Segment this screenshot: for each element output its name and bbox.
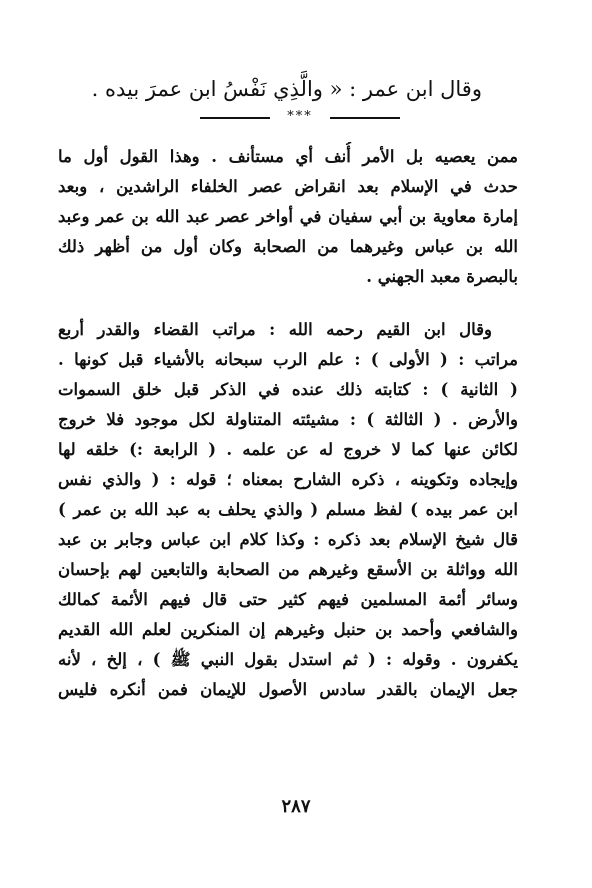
text-line: الله وواثلة بن الأسقع وغيرهم من الصحابة والتابعين لهم بإحسان (58, 560, 518, 579)
paragraph-1 (58, 142, 518, 292)
text-line: حدث في الإسلام بعد انقراض عصر الخلفاء الراشدين ، وبعد (58, 177, 518, 196)
header-line (80, 72, 482, 106)
text-line: إمارة معاوية بن أبي سفيان في أواخر عصر عبد الله بن عمر وعبد (58, 207, 518, 226)
text-line: جعل الإيمان بالقدر سادس الأصول للإيمان فمن أنكره فليس (58, 680, 518, 699)
text-line: بالبصرة معبد الجهني . (366, 267, 518, 286)
text-line: قال شيخ الإسلام بعد ذكره : وكذا كلام ابن عباس وجابر بن عبد (58, 530, 518, 549)
divider-stars: *** (270, 107, 330, 127)
paragraph-2 (58, 315, 518, 705)
text-line: لكائن عنها كما لا خروج له عن علمه . ( الرابعة :) خلقه لها (58, 440, 518, 459)
text-line: يكفرون . وقوله : ( ثم استدل بقول النبي ﷺ ) ، إلخ ، لأنه (58, 650, 518, 669)
text-line: ابن عمر بيده ) لفظ مسلم ( والذي يحلف به عبد الله بن عمر ) (58, 500, 518, 519)
text-line: ( الثانية ) : كتابته ذلك عنده في الذكر قبل خلق السموات (58, 380, 518, 399)
body-text (58, 142, 518, 705)
text-line: والأرض . ( الثالثة ) : مشيئته المتناولة لكل موجود فلا خروج (58, 410, 518, 429)
text-line: وإيجاده وتكوينه ، ذكره الشارح بمعناه ؛ قوله : ( والذي نفس (58, 470, 518, 489)
text-line: الله بن عباس وغيرهما من الصحابة وكان أول من أظهر ذلك (58, 237, 518, 256)
text-line: ممن يعصيه بل الأمر أُنف أي مستأنف . وهذا القول أول ما (58, 147, 518, 166)
header-text: وقال ابن عمر : « والَّذِي نَفْسُ ابن عمرَ بيده . (91, 77, 482, 101)
text-line: وسائر أئمة المسلمين فيهم كثير حتى قال فيهم الأئمة كمالك (58, 590, 518, 609)
text-line: والشافعي وأحمد بن حنبل وغيرهم إن المنكرين لعلم الله القديم (58, 620, 518, 639)
text-line: مراتب : ( الأولى ) : علم الرب سبحانه بالأشياء قبل كونها . (58, 350, 518, 369)
text-line: وقال ابن القيم رحمه الله : مراتب القضاء والقدر أربع (58, 320, 492, 339)
page-number: ٢٨٧ (281, 796, 311, 817)
section-divider (200, 110, 400, 124)
